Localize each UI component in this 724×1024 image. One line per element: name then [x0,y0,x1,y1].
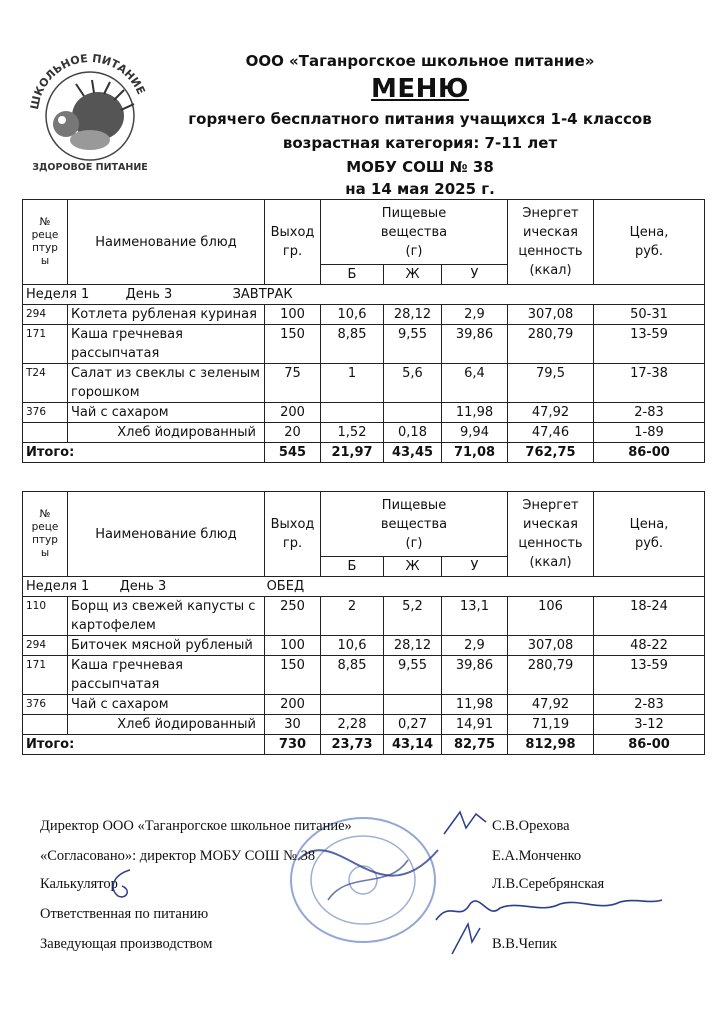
yield: 200 [265,403,321,423]
price: 48-22 [594,636,705,656]
page-title: МЕНЮ [371,74,469,104]
dish-name: Котлета рубленая куриная [68,305,265,325]
total-fat: 43,45 [384,443,442,463]
week-label: Неделя 1 [26,287,90,302]
handwritten-signature [100,866,140,906]
price: 3-12 [594,715,705,735]
recipe-code: 171 [23,325,68,364]
total-protein: 21,97 [321,443,384,463]
menu-date: на 14 мая 2025 г. [345,180,495,198]
col-energy [508,200,594,285]
price: 2-83 [594,403,705,423]
signature-name-director: С.В.Орехова [492,818,570,834]
fat: 0,27 [384,715,442,735]
fat: 9,55 [384,325,442,364]
col-text: ическая [523,225,578,240]
table-row [23,423,705,443]
col-text: (ккал) [529,263,572,278]
dish-name: Чай с сахаром [68,695,265,715]
carbs: 2,9 [442,636,508,656]
col-text: Цена, [629,225,669,240]
total-price: 86-00 [594,735,705,755]
energy: 47,46 [508,423,594,443]
col-text: ценность [518,536,583,551]
recipe-code: 294 [23,305,68,325]
total-carbs: 71,08 [442,443,508,463]
handwritten-signature [440,808,490,838]
carbs: 2,9 [442,305,508,325]
breakfast-table [22,199,705,463]
col-text: № [39,508,51,520]
signature-role-calculator: Калькулятор [40,876,118,892]
age-category: возрастная категория: 7-11 лет [282,134,558,152]
col-text: руб. [634,244,664,259]
col-text: Энергет [522,498,579,513]
col-text: Пищевые [381,497,447,513]
carbs: 39,86 [442,656,508,695]
recipe-code: 294 [23,636,68,656]
yield: 150 [265,325,321,364]
table-row [23,695,705,715]
protein [321,403,384,423]
yield: 200 [265,695,321,715]
energy: 71,19 [508,715,594,735]
fat: 0,18 [384,423,442,443]
yield: 150 [265,656,321,695]
col-text: Пищевые [381,205,447,221]
energy: 280,79 [508,656,594,695]
yield: 100 [265,305,321,325]
total-yield: 545 [265,443,321,463]
day-label: День 3 [119,579,167,594]
day-label: День 3 [125,287,173,302]
carbs: 11,98 [442,695,508,715]
col-text: реце [31,229,59,241]
protein: 10,6 [321,305,384,325]
total-energy: 812,98 [508,735,594,755]
col-text: Выход [270,517,315,532]
col-yield [265,492,321,577]
fat: 28,12 [384,305,442,325]
col-text: ценность [518,244,583,259]
protein: 2 [321,597,384,636]
col-fat: Ж [384,265,442,285]
col-text: ическая [523,517,578,532]
energy: 280,79 [508,325,594,364]
total-protein: 23,73 [321,735,384,755]
col-nutrients [321,200,508,265]
col-energy [508,492,594,577]
svg-text:ШКОЛЬНОЕ ПИТАНИЕ: ШКОЛЬНОЕ ПИТАНИЕ [27,51,148,111]
table-row [23,597,705,636]
svg-text:ЗДОРОВОЕ ПИТАНИЕ: ЗДОРОВОЕ ПИТАНИЕ [32,162,148,173]
fat [384,695,442,715]
protein: 8,85 [321,325,384,364]
recipe-code [23,715,68,735]
menu-subtitle: горячего бесплатного питания учащихся 1-4 классов [188,110,652,128]
week-label: Неделя 1 [26,579,90,594]
col-text: (г) [405,535,423,551]
col-text: вещества [380,224,448,240]
handwritten-signature [448,918,484,958]
section-cell [23,285,705,305]
dish-name: Хлеб йодированный [68,423,265,443]
protein [321,695,384,715]
signature-role-production: Заведующая производством [40,936,213,952]
col-text: руб. [634,536,664,551]
carbs: 14,91 [442,715,508,735]
signature-role-nutrition: Ответственная по питанию [40,906,209,922]
section-cell [23,577,705,597]
fat: 9,55 [384,656,442,695]
energy: 47,92 [508,695,594,715]
protein: 2,28 [321,715,384,735]
energy: 307,08 [508,305,594,325]
col-text: ы [40,255,50,267]
yield: 30 [265,715,321,735]
signature-role-agreed: «Согласовано»: директор МОБУ СОШ № 38 [40,848,316,864]
signature-name-production: В.В.Чепик [492,936,558,952]
price: 1-89 [594,423,705,443]
signature-name-calculator: Л.В.Серебрянская [492,876,605,892]
col-text: птур [32,242,58,254]
total-label: Итого: [23,443,265,463]
col-text: (ккал) [529,555,572,570]
total-energy: 762,75 [508,443,594,463]
col-nutrients [321,492,508,557]
col-text: птур [32,534,58,546]
yield: 100 [265,636,321,656]
energy: 106 [508,597,594,636]
col-carbs: У [442,557,508,577]
protein: 10,6 [321,636,384,656]
fat [384,403,442,423]
price: 13-59 [594,325,705,364]
fat: 5,2 [384,597,442,636]
yield: 250 [265,597,321,636]
energy: 307,08 [508,636,594,656]
price: 18-24 [594,597,705,636]
carbs: 9,94 [442,423,508,443]
col-text: гр. [282,536,303,551]
price: 50-31 [594,305,705,325]
fat: 28,12 [384,636,442,656]
table-row [23,656,705,695]
col-yield [265,200,321,285]
carbs: 11,98 [442,403,508,423]
carbs: 39,86 [442,325,508,364]
lunch-table [22,491,705,755]
total-price: 86-00 [594,443,705,463]
energy: 47,92 [508,403,594,423]
recipe-code: 171 [23,656,68,695]
dish-name: Салат из свеклы с зеленым горошком [68,364,265,403]
carbs: 6,4 [442,364,508,403]
price: 13-59 [594,656,705,695]
col-fat: Ж [384,557,442,577]
col-carbs: У [442,265,508,285]
protein: 8,85 [321,656,384,695]
recipe-code: Т24 [23,364,68,403]
total-fat: 43,14 [384,735,442,755]
col-dish-name: Наименование блюд [68,200,265,285]
price: 17-38 [594,364,705,403]
col-protein: Б [321,265,384,285]
col-text: Цена, [629,517,669,532]
col-text: ы [40,547,50,559]
energy: 79,5 [508,364,594,403]
col-text: вещества [380,516,448,532]
col-recipe-number [23,200,68,285]
protein: 1 [321,364,384,403]
organization-name: ООО «Таганрогское школьное питание» [245,52,595,70]
section-row [23,577,705,597]
dish-name: Борщ из свежей капусты с картофелем [68,597,265,636]
yield: 75 [265,364,321,403]
col-text: (г) [405,243,423,259]
total-yield: 730 [265,735,321,755]
col-recipe-number [23,492,68,577]
total-row [23,443,705,463]
col-text: гр. [282,244,303,259]
signature-role-director: Директор ООО «Таганрогское школьное питание» [40,818,352,834]
meal-label: ЗАВТРАК [232,287,293,302]
col-text: Энергет [522,206,579,221]
dish-name: Хлеб йодированный [68,715,265,735]
total-row [23,735,705,755]
protein: 1,52 [321,423,384,443]
table-row [23,364,705,403]
table-row [23,403,705,423]
total-label: Итого: [23,735,265,755]
col-text: № [39,216,51,228]
dish-name: Чай с сахаром [68,403,265,423]
col-protein: Б [321,557,384,577]
school-name: МОБУ СОШ № 38 [346,158,494,176]
recipe-code: 376 [23,695,68,715]
recipe-code: 376 [23,403,68,423]
fat: 5,6 [384,364,442,403]
table-row [23,305,705,325]
col-text: реце [31,521,59,533]
dish-name: Каша гречневая рассыпчатая [68,656,265,695]
meal-label: ОБЕД [266,579,305,594]
col-price [594,200,705,285]
col-text: Выход [270,225,315,240]
price: 2-83 [594,695,705,715]
school-food-logo [24,44,156,176]
yield: 20 [265,423,321,443]
dish-name: Биточек мясной рубленый [68,636,265,656]
signature-name-agreed: Е.А.Монченко [492,848,582,864]
carbs: 13,1 [442,597,508,636]
dish-name: Каша гречневая рассыпчатая [68,325,265,364]
total-carbs: 82,75 [442,735,508,755]
table-row [23,325,705,364]
table-row [23,636,705,656]
recipe-code [23,423,68,443]
section-row [23,285,705,305]
table-row [23,715,705,735]
recipe-code: 110 [23,597,68,636]
col-dish-name: Наименование блюд [68,492,265,577]
col-price [594,492,705,577]
